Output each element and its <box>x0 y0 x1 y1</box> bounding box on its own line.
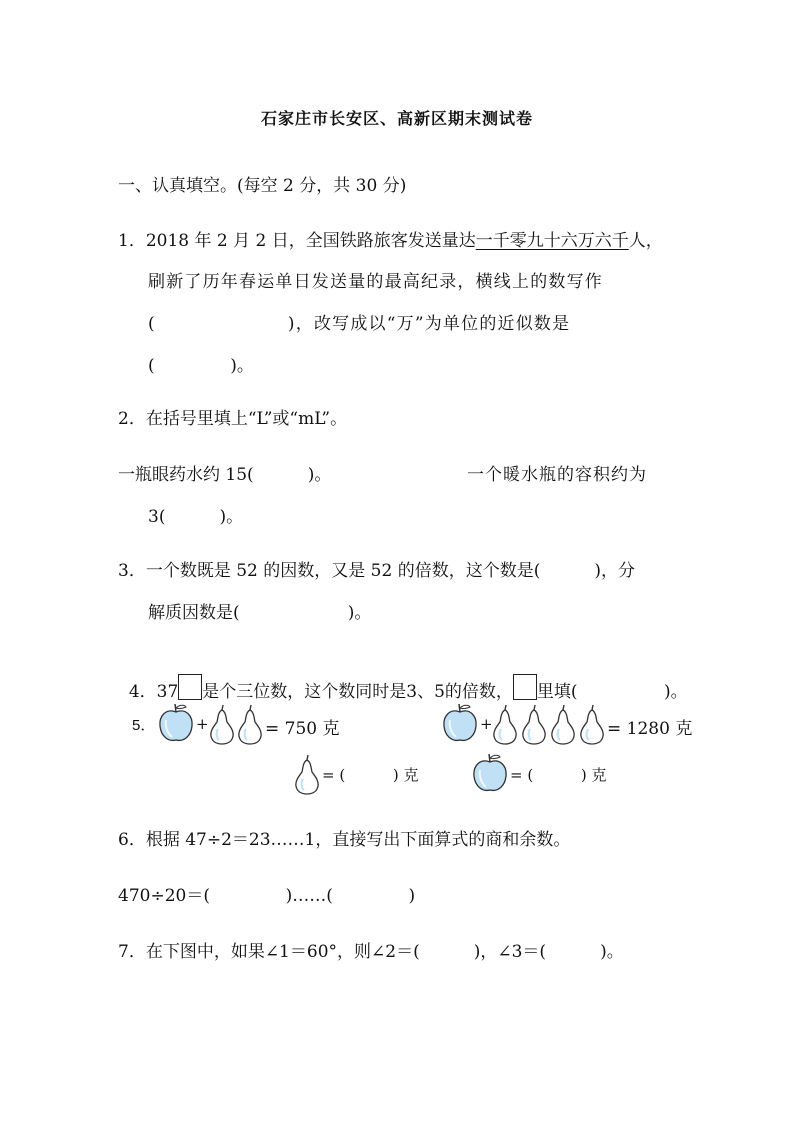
digit-box <box>178 674 202 700</box>
question-1-number: 1． <box>118 231 146 251</box>
question-4 <box>118 654 688 702</box>
pear-icon <box>492 704 518 746</box>
pear-icon <box>209 704 235 746</box>
digit-box <box>513 674 537 700</box>
plus-sign: + <box>196 715 209 733</box>
question-1-line-4: ( )。 <box>148 356 254 376</box>
pear-icon <box>237 704 263 746</box>
question-6-prompt: 6．根据 47÷2＝23……1，直接写出下面算式的商和余数。 <box>118 830 571 850</box>
apple-icon <box>442 702 478 744</box>
plus-sign: + <box>480 715 493 733</box>
apple-icon <box>472 752 508 794</box>
underlined-number: 一千零九十六万六千 <box>475 231 629 251</box>
question-3-line-2: 解质因数是( )。 <box>148 603 372 623</box>
question-1-line-1 <box>118 226 663 251</box>
question-3-line-1: 3．一个数既是 52 的因数，又是 52 的倍数，这个数是( )，分 <box>118 561 635 581</box>
question-2-prompt: 2．在括号里填上“L”或“mL”。 <box>118 409 348 429</box>
question-4-blank: 里填( )。 <box>536 682 688 702</box>
apple-icon <box>158 702 194 744</box>
page-title: 石家庄市长安区、高新区期末测试卷 <box>260 109 533 128</box>
question-4-text: 是个三位数，这个数同时是3、5的倍数， <box>202 682 513 702</box>
pear-icon <box>521 704 547 746</box>
pear-icon <box>550 704 576 746</box>
question-5-number: 5． <box>132 717 156 734</box>
question-4-number: 4．37 <box>128 682 179 702</box>
question-7-prompt: 7．在下图中，如果∠1＝60°，则∠2＝( )，∠3＝( )。 <box>118 942 624 962</box>
question-1-line-2: 刷新了历年春运单日发送量的最高纪录，横线上的数写作 <box>148 272 603 292</box>
question-2-item-b-blank: 3( )。 <box>148 507 244 527</box>
equation-1-result: = 750 克 <box>265 719 340 739</box>
question-6-equation: 470÷20＝( )……( ) <box>118 886 416 906</box>
section-heading: 一、认真填空。(每空 2 分，共 30 分) <box>118 176 407 196</box>
pear-icon <box>294 754 320 796</box>
question-2-item-b: 一个暖水瓶的容积约为 <box>467 465 647 485</box>
question-2-item-a: 一瓶眼药水约 15( )。 <box>118 465 332 485</box>
pear-icon <box>579 704 605 746</box>
question-1-line-3: ( )，改写成以“万”为单位的近似数是 <box>148 314 571 334</box>
apple-answer: = ( ) 克 <box>510 766 607 784</box>
question-1-text: 2018 年 2 月 2 日，全国铁路旅客发送量达 <box>145 231 476 251</box>
question-1-text-end: 人， <box>628 231 663 251</box>
equation-2-result: = 1280 克 <box>607 719 693 739</box>
pear-answer: = ( ) 克 <box>322 766 419 784</box>
